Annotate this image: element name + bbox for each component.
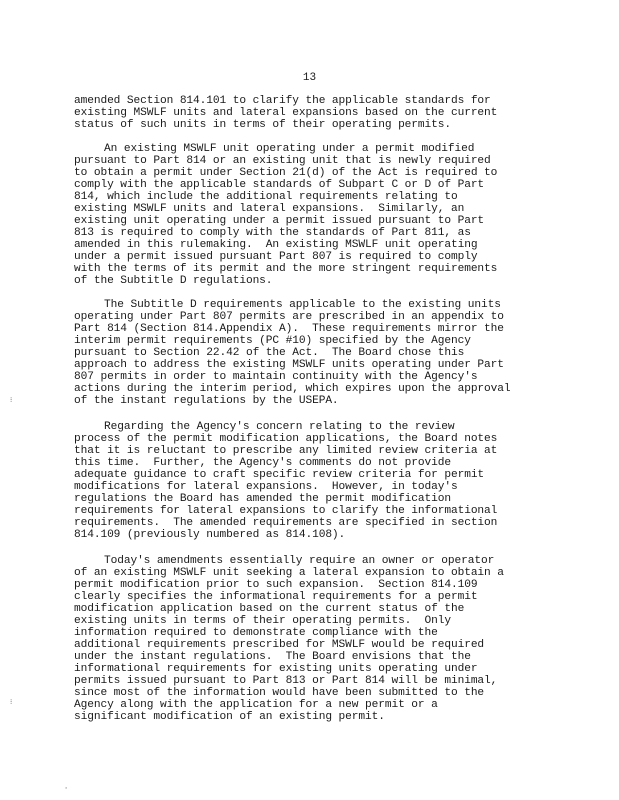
text-line: under a permit issued pursuant Part 807 is required to comply (74, 251, 478, 263)
text-line: existing units in terms of their operating permits. Only (74, 615, 451, 627)
text-line: informational requirements for existing units operating under (74, 663, 478, 675)
text-line: significant modification of an existing permit. (74, 711, 385, 723)
text-line: regulations the Board has amended the permit modification (74, 493, 451, 505)
page-number: 13 (302, 72, 317, 84)
text-line: approach to address the existing MSWLF units operating under Part (74, 359, 504, 371)
text-line: pursuant to Part 814 or an existing unit that is newly required (74, 155, 491, 167)
text-line: 814, which include the additional requirements relating to (74, 191, 458, 203)
scan-artifact-mark: ⁝ (10, 397, 13, 405)
text-line: Part 814 (Section 814.Appendix A). These requirements mirror the (74, 323, 504, 335)
text-line: operating under Part 807 permits are prescribed in an appendix to (74, 311, 504, 323)
text-line: interim permit requirements (PC #10) specified by the Agency (74, 335, 471, 347)
text-line: Agency along with the application for a new permit or a (74, 699, 438, 711)
text-line: permits issued pursuant to Part 813 or Part 814 will be minimal, (74, 675, 498, 687)
text-line: actions during the interim period, which expires upon the approval (74, 383, 511, 395)
text-line: amended in this rulemaking. An existing MSWLF unit operating (74, 239, 478, 251)
text-line: adequate guidance to craft specific review criteria for permit (74, 469, 485, 481)
text-line: The Subtitle D requirements applicable to the existing units (104, 299, 501, 311)
text-line: Today's amendments essentially require an owner or operator (104, 555, 495, 567)
text-line: clearly specifies the informational requirements for a permit (74, 591, 478, 603)
text-line: additional requirements prescribed for MSWLF would be required (74, 639, 485, 651)
text-line: 807 permits in order to maintain continuity with the Agency's (74, 371, 478, 383)
text-line: An existing MSWLF unit operating under a permit modified (104, 143, 475, 155)
text-line: process of the permit modification applications, the Board notes (74, 433, 498, 445)
text-line: of an existing MSWLF unit seeking a lateral expansion to obtain a (74, 567, 504, 579)
text-line: existing MSWLF units and lateral expansions based on the current (74, 107, 498, 119)
scan-artifact-mark: ⁝ (10, 699, 13, 707)
text-line: since most of the information would have been submitted to the (74, 687, 485, 699)
text-line: information required to demonstrate compliance with the (74, 627, 438, 639)
text-line: comply with the applicable standards of Subpart C or D of Part (74, 179, 485, 191)
text-line: under the instant regulations. The Board envisions that the (74, 651, 471, 663)
text-line: that it is reluctant to prescribe any limited review criteria at (74, 445, 498, 457)
text-line: 814.109 (previously numbered as 814.108). (74, 529, 346, 541)
text-line: 813 is required to comply with the standards of Part 811, as (74, 227, 471, 239)
text-line: of the instant regulations by the USEPA. (74, 395, 339, 407)
text-line: permit modification prior to such expansion. Section 814.109 (74, 579, 478, 591)
text-line: pursuant to Section 22.42 of the Act. The Board chose this (74, 347, 465, 359)
scan-artifact-mark: · (64, 785, 69, 793)
text-line: existing MSWLF units and lateral expansions. Similarly, an (74, 203, 465, 215)
text-line: of the Subtitle D regulations. (74, 275, 273, 287)
text-line: this time. Further, the Agency's comments do not provide (74, 457, 451, 469)
text-line: modifications for lateral expansions. However, in today's (74, 481, 458, 493)
text-line: requirements. The amended requirements are specified in section (74, 517, 498, 529)
text-line: amended Section 814.101 to clarify the applicable standards for (74, 95, 491, 107)
text-line: requirements for lateral expansions to clarify the informational (74, 505, 498, 517)
text-line: with the terms of its permit and the more stringent requirements (74, 263, 498, 275)
text-line: Regarding the Agency's concern relating to the review (104, 421, 455, 433)
text-line: modification application based on the current status of the (74, 603, 465, 615)
text-line: status of such units in terms of their operating permits. (74, 119, 451, 131)
text-line: to obtain a permit under Section 21(d) of the Act is required to (74, 167, 498, 179)
text-line: existing unit operating under a permit issued pursuant to Part (74, 215, 485, 227)
